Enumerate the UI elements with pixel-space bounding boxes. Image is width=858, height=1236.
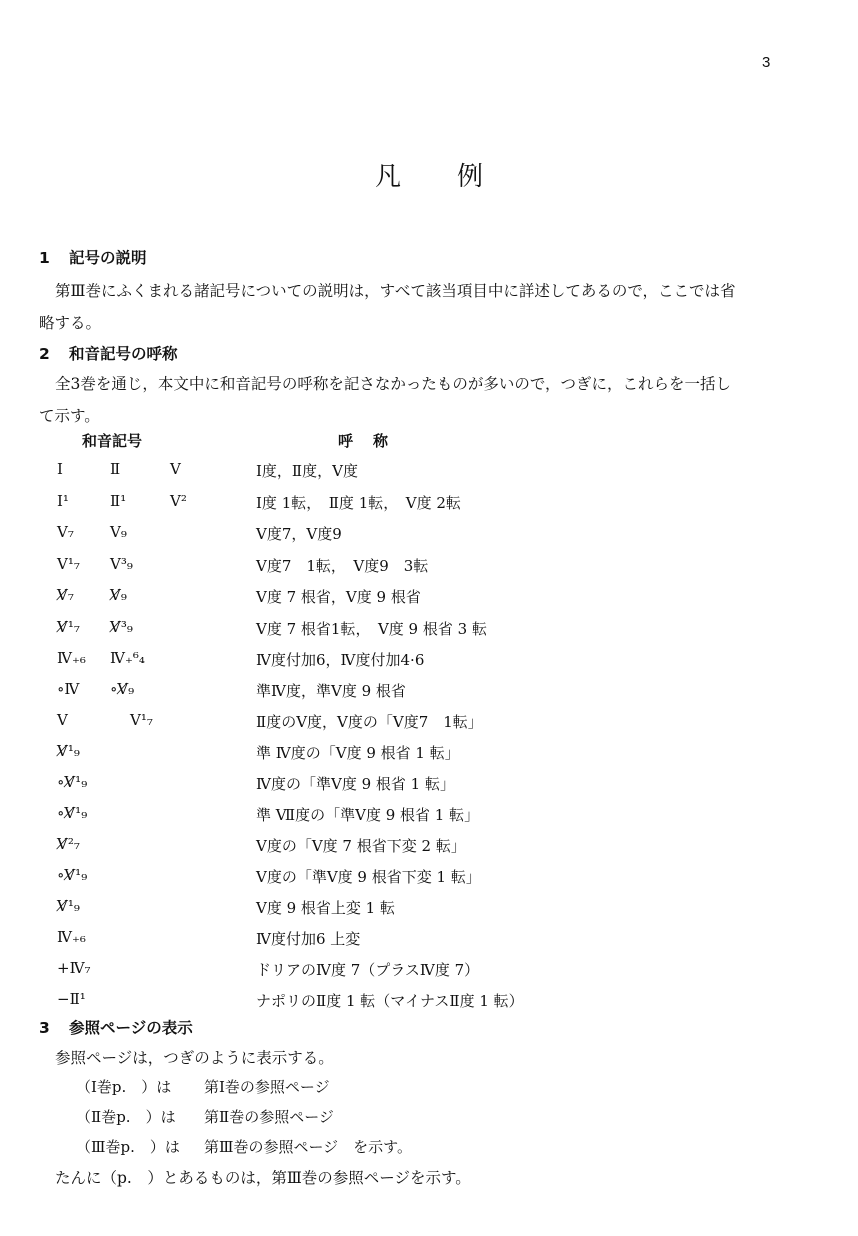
section-2-line-1: 全3巻を通じ，本文中に和音記号の呼称を記さなかったものが多いので，つぎに，これらを一括し	[55, 375, 732, 393]
section-1-heading	[39, 246, 147, 268]
reference-value: 第Ⅲ巻の参照ページ を示す。	[204, 1138, 412, 1156]
reading-cell: Ⅴ度 7 根省，Ⅴ度 9 根省	[256, 588, 421, 606]
symbol-cell: Ⅴ̸₉	[110, 586, 127, 604]
table-row	[0, 742, 858, 770]
reading-cell: ドリアのⅣ度 7（プラスⅣ度 7）	[256, 961, 480, 979]
reading-cell: Ⅱ度のⅤ度，Ⅴ度の「Ⅴ度7 1転」	[256, 713, 483, 731]
symbol-cell: Ⅱ¹	[110, 492, 127, 510]
section-2-title: 和音記号の呼称	[69, 345, 178, 363]
symbol-cell: Ⅴ³₉	[110, 555, 133, 573]
symbol-cell: +Ⅳ₇	[57, 959, 91, 977]
reading-cell: ナポリのⅡ度 1 転（マイナスⅡ度 1 転）	[256, 992, 524, 1010]
reference-value: 第Ⅰ巻の参照ページ	[204, 1078, 330, 1096]
table-row	[0, 460, 858, 488]
symbol-cell: ∘Ⅴ̸¹₉	[57, 773, 88, 791]
symbol-cell: Ⅴ̸₇	[57, 586, 74, 604]
symbol-cell: ∘Ⅴ̸¹₉	[57, 866, 88, 884]
section-2-heading	[39, 342, 178, 364]
page-title: 凡例	[374, 162, 539, 192]
table-row	[0, 928, 858, 956]
table-row	[0, 618, 858, 646]
section-2-number: 2	[39, 345, 50, 363]
table-row	[0, 492, 858, 520]
symbol-cell: Ⅳ₊₆	[57, 928, 86, 946]
symbol-cell: Ⅴ̸³₉	[110, 618, 133, 636]
section-3-closing: たんに（p. ）とあるものは，第Ⅲ巻の参照ページを示す。	[55, 1169, 471, 1187]
symbol-cell: Ⅰ¹	[57, 492, 69, 510]
table-row	[0, 773, 858, 801]
section-3-intro: 参照ページは，つぎのように表示する。	[55, 1049, 334, 1067]
table-row	[0, 866, 858, 894]
symbol-cell: Ⅴ̸²₇	[57, 835, 80, 853]
reading-cell: Ⅴ度の「Ⅴ度 7 根省下変 2 転」	[256, 837, 466, 855]
section-1-line-2: 略する。	[39, 314, 102, 332]
table-row	[0, 586, 858, 614]
reference-key: （Ⅱ巻p. ）は	[76, 1108, 176, 1126]
symbol-cell: ∘Ⅳ	[57, 680, 80, 698]
symbol-cell: Ⅴ₉	[110, 523, 127, 541]
reference-key: （Ⅰ巻p. ）は	[76, 1078, 172, 1096]
table-row	[0, 649, 858, 677]
table-row	[0, 711, 858, 739]
symbol-cell: Ⅴ̸¹₇	[57, 618, 80, 636]
section-3-number: 3	[39, 1019, 50, 1037]
page-number: 3	[762, 54, 771, 71]
table-row	[0, 555, 858, 583]
reading-cell: Ⅳ度付加6 上変	[256, 930, 361, 948]
symbol-cell: Ⅴ¹₇	[130, 711, 153, 729]
section-1-line-1: 第Ⅲ巻にふくまれる諸記号についての説明は，すべて該当項目中に詳述してあるので，ここでは省	[55, 282, 736, 300]
section-1-title: 記号の説明	[69, 249, 147, 267]
symbol-cell: Ⅳ₊₆	[57, 649, 86, 667]
table-row	[0, 959, 858, 987]
reading-cell: Ⅴ度の「準Ⅴ度 9 根省下変 1 転」	[256, 868, 481, 886]
symbol-cell: Ⅴ̸¹₉	[57, 742, 80, 760]
symbol-cell: Ⅴ²	[170, 492, 187, 510]
section-1-paragraph	[39, 275, 779, 339]
symbol-cell: Ⅴ₇	[57, 523, 74, 541]
reading-cell: 準 Ⅳ度の「Ⅴ度 9 根省 1 転」	[256, 744, 460, 762]
symbol-cell: ∘Ⅴ̸¹₉	[57, 804, 88, 822]
symbol-cell: Ⅴ	[170, 460, 181, 478]
reading-cell: Ⅴ度7 1転， Ⅴ度9 3転	[256, 557, 429, 575]
symbol-cell: Ⅱ	[110, 460, 121, 478]
reading-cell: Ⅰ度 1転， Ⅱ度 1転， Ⅴ度 2転	[256, 494, 461, 512]
table-row	[0, 990, 858, 1018]
symbol-cell: Ⅴ¹₇	[57, 555, 80, 573]
symbol-cell: Ⅳ₊⁶₄	[110, 649, 145, 667]
section-1-number: 1	[39, 249, 50, 267]
symbol-cell: −Ⅱ¹	[57, 990, 86, 1008]
reading-cell: Ⅳ度の「準Ⅴ度 9 根省 1 転」	[256, 775, 455, 793]
reference-row	[76, 1106, 334, 1127]
section-3-heading	[39, 1016, 193, 1038]
reading-cell: Ⅰ度，Ⅱ度，Ⅴ度	[256, 462, 358, 480]
reading-cell: Ⅳ度付加6，Ⅳ度付加4·6	[256, 651, 425, 669]
reading-cell: 準 Ⅶ度の「準Ⅴ度 9 根省 1 転」	[256, 806, 480, 824]
symbol-cell: Ⅴ̸¹₉	[57, 897, 80, 915]
column-header-reading: 呼称	[338, 432, 409, 450]
reference-row	[76, 1136, 412, 1157]
table-row	[0, 680, 858, 708]
symbol-cell: Ⅴ	[57, 711, 68, 729]
reference-value: 第Ⅱ巻の参照ページ	[204, 1108, 334, 1126]
section-3-title: 参照ページの表示	[69, 1019, 193, 1037]
reference-row	[76, 1076, 330, 1097]
column-header-symbols: 和音記号	[82, 432, 143, 450]
reading-cell: Ⅴ度7，Ⅴ度9	[256, 525, 342, 543]
table-row	[0, 835, 858, 863]
section-2-line-2: て示す。	[39, 407, 100, 425]
table-row	[0, 804, 858, 832]
reading-cell: Ⅴ度 7 根省1転， Ⅴ度 9 根省 3 転	[256, 620, 487, 638]
table-row	[0, 523, 858, 551]
reading-cell: Ⅴ度 9 根省上変 1 転	[256, 899, 395, 917]
symbol-cell: Ⅰ	[57, 460, 63, 478]
reading-cell: 準Ⅳ度，準Ⅴ度 9 根省	[256, 682, 406, 700]
symbol-cell: ∘Ⅴ̸₉	[110, 680, 135, 698]
reference-key: （Ⅲ巻p. ）は	[76, 1138, 180, 1156]
section-2-paragraph	[39, 368, 779, 432]
table-row	[0, 897, 858, 925]
